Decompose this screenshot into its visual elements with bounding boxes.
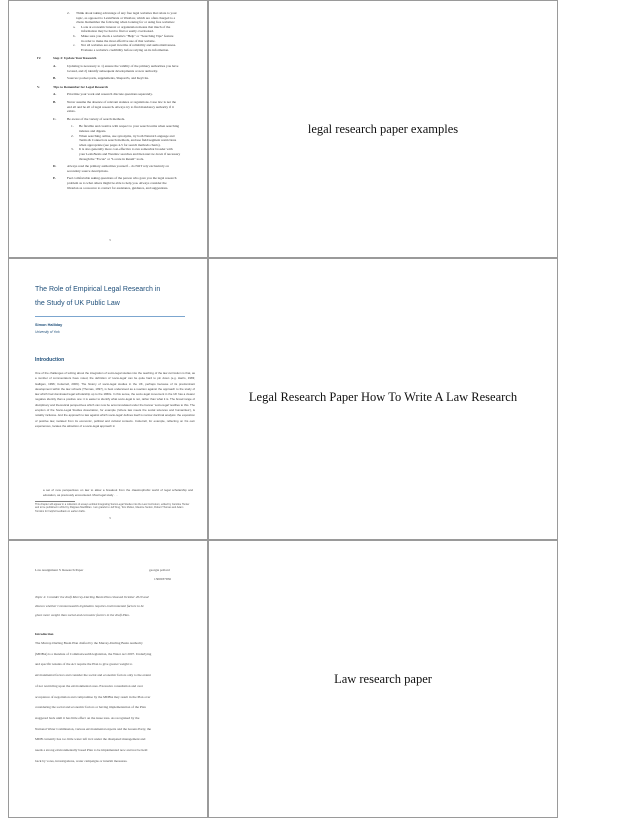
outline-line: Never assume the absence of relevant statutes or regulations. Case law is not the (67, 100, 177, 104)
paper-2-author: Simon Halliday (35, 323, 63, 327)
paper-3-body-line: (MDBA) is a mandate of Commonwealth legislation, the Water Act 2007. Underlying (35, 651, 152, 656)
outline-line: when appropriate (see pages 4-5 for search methods charts). (79, 142, 161, 147)
outline-line: indexes and digests. (79, 129, 107, 133)
outline-line: exists. (67, 109, 76, 114)
outline-line: end all and be all of legal research. Always try to find mandatory authority if it (67, 104, 174, 109)
outline-marker: B. (53, 76, 57, 81)
paper-2-intro-heading: Introduction (35, 357, 65, 363)
outline-line: information may be hard to find or easily overlooked. (81, 29, 154, 34)
paper-3-header-id: 1300037956 (154, 577, 171, 581)
outline-line: in order to make the most effective use of that website. (81, 38, 156, 43)
paper-3-body-line: The Murray-Darling Basin Plan drafted by the Murray-Darling Basin Authority (35, 641, 143, 645)
paper-3-body-line: environmental factors and consider the social and economic factors only to the extent (35, 673, 151, 678)
outline-marker: 2. (71, 133, 74, 138)
paper-thumbnail-3[interactable] (8, 540, 208, 818)
caption-law-research-paper[interactable]: Law research paper (334, 672, 432, 686)
outline-line: through the "Focus" or "Locate in Result" tools. (79, 156, 145, 161)
paper-3-topic-line-1: Topic 4: Consider the draft Murray-Darling Basin Plan released October 2010 and (35, 595, 149, 599)
section-number: V. (37, 84, 40, 89)
section-number: IV. (37, 56, 42, 61)
paper-3-header-left: Law Assignment 3: Research Paper (35, 568, 84, 572)
outline-marker: A. (53, 64, 57, 68)
paper-2-block-quote: a set of new perspectives on law to allow a breakout from the claustrophobic world of legal scholarship and education, as previously encountered. Most legal study . . . (43, 488, 193, 498)
paper-2-title-line-2: the Study of UK Public Law (35, 300, 120, 307)
paper-3-body-line: staggered back until it has little effect on the issue ions. As recognised by the (35, 715, 140, 720)
section-heading: Step 4: Update Your Research (53, 56, 97, 61)
outline-marker: a. (73, 24, 76, 29)
outline-line: your LexisNexis and Westlaw searches and then narrow down if necessary (79, 152, 181, 156)
outline-line: Look at economic interest or organization means that much of the (81, 24, 171, 29)
outline-line: Sources: pocket parts, supplements, Shepard's, and KeyCite. (67, 76, 149, 81)
paper-2-body-text: One of the challenges of writing about the integration of socio-legal studies into the teaching of the law curriculum is that, as a number of commentators have noted, the definition of 'socio-legal' can be quite hard to pin down (e.g. Harris, 1983; Galligan, 1996; Cotterrell, 2006). The history of socio-legal studies in the UK, perhaps because of its predominant development within the law schools (Thomas, 1997), is best understood as a reaction against the approach to the study of law which had dominated legal scholarship up to the 1960s. In this sense, the socio-legal movement in the UK has a clearer negative identity than a positive one: it is easier to identify what socio-legal is not, rather than what it is. The broad range of disciplinary and theoretical perspectives which can now be accommodated under the banner 'socio-legal' testifies to this. The eruption of the Socio-Legal Studies Association, for example ('where law meets the social sciences and humanities'), is notably inclusive. And the approach to law against which socio-legal' defines itself is narrow doctrinal analysis: the exposition of positive law, isolated from its economic, political and cultural contexts. Cotterrell, for example, reflecting on his own experiences, locates the attraction of a socio-legal approach in (35, 371, 195, 428)
paper-2-footnote: This chapter will appear in a collection of essays entitled Integrating Socio-Legal Studies into the Law Curriculum, edited by Caroline Hunter and to be published in 2012 by Palgrave MacMillan. I am grateful to Jeff King, Tom Mullen, Maurice Sunkin, Robert Thomas and Adam Tomkins for helpful feedback on earlier drafts. (35, 503, 190, 513)
paper-2-page-number: 3 (109, 516, 111, 520)
outline-line: It is also generally more cost-effective to run somewhat broader with (79, 147, 173, 152)
image-grid (8, 0, 630, 818)
caption-cell-1 (208, 0, 558, 258)
outline-marker: A. (53, 92, 57, 97)
caption-legal-research-paper-how-to[interactable]: Legal Research Paper How To Write A Law Research (248, 390, 518, 404)
outline-marker: 1. (71, 124, 74, 129)
outline-line: Be flexible and creative with respect to your search terms when searching (79, 124, 180, 129)
paper-3-body-line: considering the social and economic factors or having implementation of the Plan (35, 705, 146, 710)
paper-3-body-line: of not restricting upon the environmental ones. Excessive consultation and over (35, 683, 144, 688)
outline-line: Prioritize your work and research discrete questions separately. (67, 92, 153, 97)
paper-3-header-name: georgia pollard (149, 568, 170, 572)
title-rule (35, 316, 185, 317)
paper-3-body-line: acceptance of negotiation and compromise by the MDBA may result in the Plan over (35, 694, 151, 699)
outline-line: secondary source descriptions. (67, 168, 109, 173)
outline-marker: D. (53, 164, 57, 169)
section-heading: Tips to Remember for Legal Research (53, 84, 109, 89)
paper-thumbnail-2[interactable] (8, 258, 208, 540)
outline-line: Evaluate a website's credibility before relying on its information. (81, 47, 170, 52)
outline-line: located, and 2) identify subsequent developments or new authority. (67, 68, 158, 73)
paper-3-intro-heading: Introduction (35, 632, 54, 636)
outline-line: Updating is necessary to 1) ensure the validity of the primary authorities you have (67, 64, 179, 68)
caption-cell-3 (208, 540, 558, 818)
paper-3-body-line: and specific tenants of the Act require the Plan to give greater weight to (35, 662, 133, 667)
outline-line: Make sure you check a website's "Help" or "Searching Tips" feature (81, 34, 174, 38)
outline-line: Feel comfortable asking questions of the person who gave you the legal research (67, 176, 177, 181)
paper-3-topic-line-3: given more weight than social and economic factors in the draft Plan. (35, 613, 130, 617)
paper-3-body-line: National Water Commission, various environmental experts and the Greens Party, the (35, 726, 152, 731)
paper-2-title-line-1: The Role of Empirical Legal Research in (35, 286, 161, 293)
outline-line: librarian as a resource to contact for assistance, guidance, and suggestions. (67, 185, 169, 190)
paper-3-body-line: needs a strong environmentally based Plan to be implemented now and not be held (35, 748, 148, 752)
paper-2-affiliation: University of York (35, 330, 60, 334)
outline-line: client. Remember the following when looking for or using free websites: (76, 20, 175, 25)
outline-marker: b. (73, 34, 76, 38)
paper-3-body-line: MDB currently has too little water left in it under the dissipated management and (35, 737, 146, 742)
paper-1-page-number: 3 (109, 238, 111, 242)
outline-line: Think about taking advantage of any free legal websites that relate to your (76, 11, 177, 15)
paper-3-topic-line-2: discuss whether Commonwealth legislation requires environmental factors to be (35, 604, 144, 608)
outline-line: When searching online, use synonyms, try both Natural Language and (79, 133, 175, 138)
outline-line: Terms & Connectors search methods, and use field/segment restrictions (79, 138, 177, 143)
footnote-rule (35, 501, 75, 502)
caption-cell-2 (208, 258, 558, 540)
paper-3-body-line: back by votes, investigations, water campaigns or interim measures. (35, 758, 128, 763)
outline-line: topic, as opposed to LexisNexis or Westlaw, which are often charged to a (76, 15, 176, 20)
outline-line: problem as to what others might be able to help you. Always consider the (67, 181, 167, 185)
outline-marker: 2. (67, 11, 70, 15)
caption-legal-research-paper-examples[interactable]: legal research paper examples (307, 122, 459, 136)
outline-marker: 3. (71, 147, 74, 152)
outline-line: Not all websites are equal in terms of reliability and authoritativeness. (81, 43, 177, 48)
outline-marker: E. (53, 176, 57, 181)
paper-thumbnail-1[interactable] (8, 0, 208, 258)
outline-marker: C. (53, 116, 57, 121)
outline-line: Be aware of the variety of search methods. (67, 116, 125, 121)
outline-line: Always read the primary authorities yourself – do NOT rely exclusively on (67, 164, 169, 169)
outline-marker: B. (53, 100, 57, 104)
outline-marker: c. (73, 43, 76, 48)
